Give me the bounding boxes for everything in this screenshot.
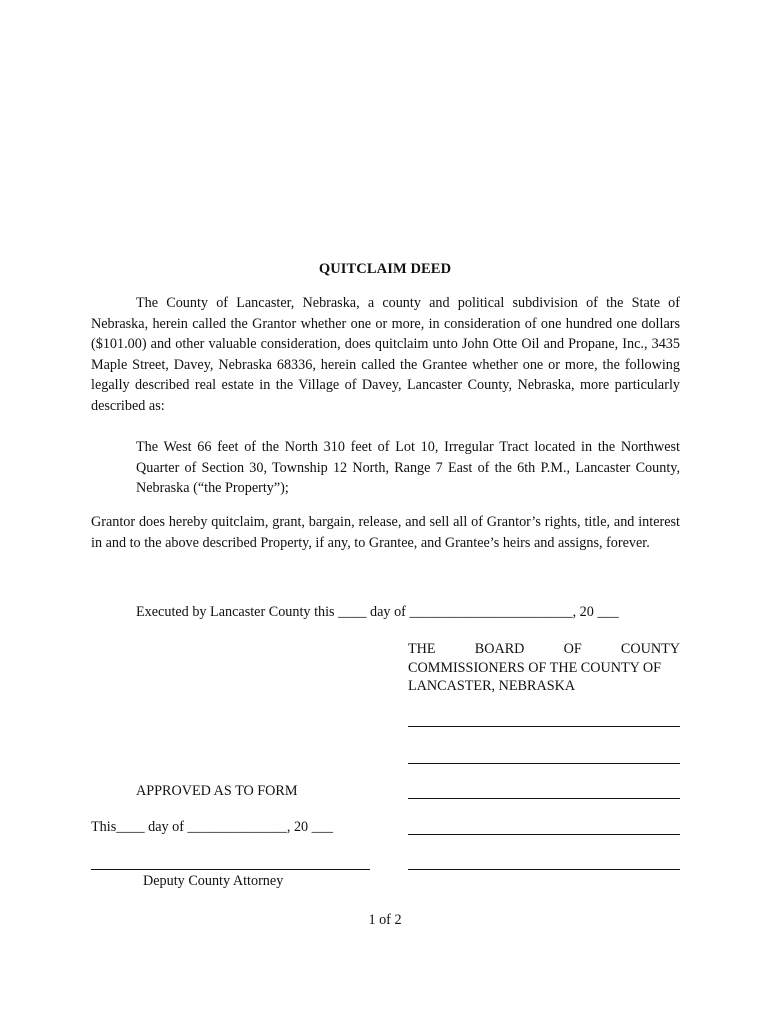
commissioner-signature-line (408, 798, 680, 799)
commissioner-signature-line (408, 726, 680, 727)
commissioner-signature-line (408, 834, 680, 835)
board-heading-line1 (408, 640, 680, 659)
quitclaim-paragraph: Grantor does hereby quitclaim, grant, bargain, release, and sell all of Grantor’s rights, title, and interest in and to the above described Property, if any, to Grantee, and Grantee’s heirs and assigns, forever. (91, 514, 680, 551)
board-word: BOARD (474, 641, 525, 657)
board-word: OF (563, 641, 582, 657)
deed-title: QUITCLAIM DEED (318, 261, 452, 277)
grant-paragraph: The County of Lancaster, Nebraska, a county and political subdivision of the State of Nebraska, herein called the Grantor whether one or more, in consideration of one hundred one dollars ($101.00) and other valuable consideration, does quitclaim unto John Otte Oil and Propane, Inc., 3435 Maple Street, Davey, Nebraska 68336, herein called the Grantee whether one or more, the following legally described real estate in the Village of Davey, Lancaster County, Nebraska, more particularly described as: (91, 295, 680, 414)
approval-date-line: This____ day of ______________, 20 ___ (91, 819, 333, 835)
deputy-county-attorney-label: Deputy County Attorney (143, 873, 284, 889)
board-heading-line3: LANCASTER, NEBRASKA (408, 678, 576, 695)
legal-description: The West 66 feet of the North 310 feet of Lot 10, Irregular Tract located in the Northwest Quarter of Section 30, Township 12 North, Range 7 East of the 6th P.M., Lancaster County, Nebraska (“the Property”); (136, 439, 680, 497)
approved-as-to-form-label: APPROVED AS TO FORM (136, 783, 298, 799)
commissioner-signature-line (408, 763, 680, 764)
board-signature-block (408, 640, 680, 696)
page-number: 1 of 2 (368, 912, 402, 928)
execution-date-line: Executed by Lancaster County this ____ day of _______________________, 20 ___ (136, 604, 619, 620)
board-heading-line2: COMMISSIONERS OF THE COUNTY OF (408, 659, 662, 676)
board-word: THE (408, 641, 436, 657)
board-word: COUNTY (620, 641, 680, 657)
attorney-signature-line (91, 869, 370, 870)
commissioner-signature-line (408, 869, 680, 870)
